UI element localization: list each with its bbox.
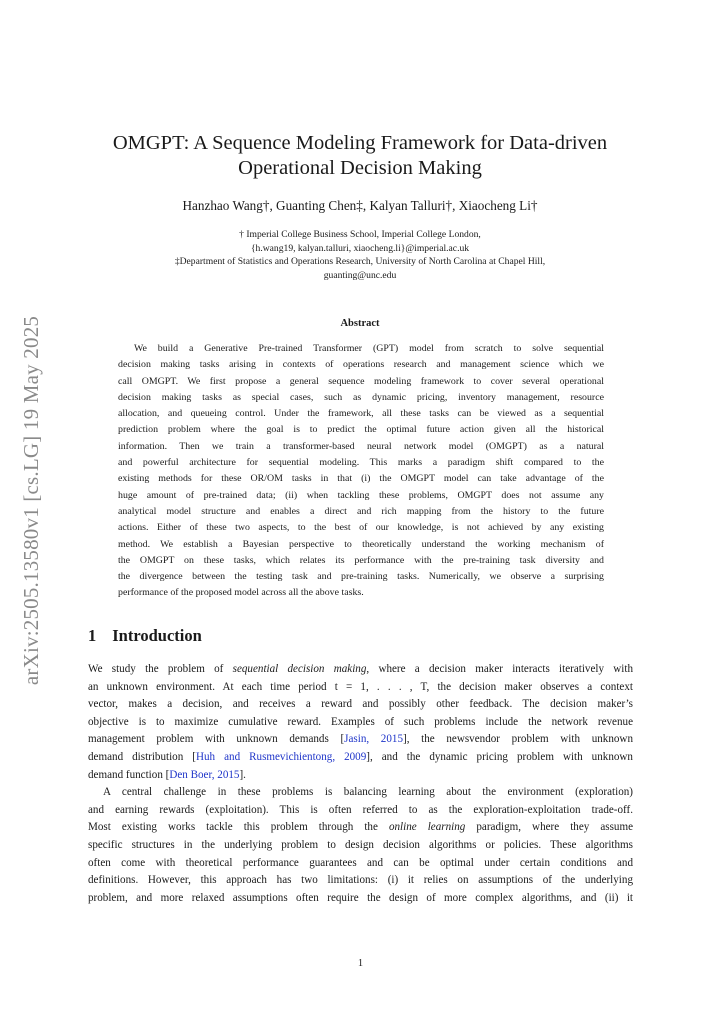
paragraph-line: often come with theoretical performance guarantees and can be optimal under certain conditions and [88, 856, 633, 869]
text-span: ], and the dynamic pricing problem with unknown [366, 750, 633, 763]
abstract-line: prediction problem where the goal is to predict the optimal future action given all the historical [118, 424, 604, 436]
paper-title-line-2: Operational Decision Making [238, 157, 482, 179]
abstract-line: actions. Either of these two aspects, to the best of our knowledge, is not achieved by any existing [118, 522, 604, 534]
paragraph-line [88, 661, 633, 679]
section-title: Introduction [112, 626, 202, 645]
text-span: ], the newsvendor problem with unknown [403, 733, 633, 746]
text-span: demand distribution [ [88, 750, 196, 763]
emphasis-text: online learning [388, 821, 466, 834]
affiliation-emails: {h.wang19, kalyan.talluri, xiaocheng.li}@imperial.ac.uk [250, 242, 470, 254]
abstract-heading: Abstract [340, 318, 380, 329]
arxiv-identifier-text: arXiv:2505.13580v1 [cs.LG] 19 May 2025 [19, 315, 44, 685]
text-span: Most existing works tackle this problem through the [88, 821, 389, 834]
paragraph-line [88, 819, 633, 837]
affiliations [90, 228, 630, 282]
abstract-line: the OMGPT on these tasks, which relates its performance with the pre-training task diversity and [118, 554, 604, 566]
arxiv-identifier-stamp [12, 300, 52, 700]
affiliation-line: † Imperial College Business School, Imperial College London, [239, 229, 481, 240]
paper-title [90, 131, 630, 181]
paper-title-line-1: OMGPT: A Sequence Modeling Framework for Data-driven [112, 132, 608, 154]
abstract-line: the divergence between the testing task and pre-training tasks. Numerically, we observe a surprising [118, 571, 604, 583]
abstract-line: We build a Generative Pre-trained Transformer (GPT) model from scratch to solve sequential [134, 343, 604, 354]
text-span: We study the problem of [88, 663, 233, 675]
abstract-line: analytical model structure and enables a direct and rich mapping from the history to the future [118, 505, 604, 517]
paragraph-line: A central challenge in these problems is balancing learning about the environment (exploration) [103, 786, 633, 799]
abstract-line: performance of the proposed model across all the above tasks. [118, 587, 364, 599]
introduction-body [88, 661, 633, 907]
abstract-line: method. We establish a Bayesian perspective to theoretically understand the working mechanism of [118, 538, 604, 550]
citation-link[interactable]: Huh and Rusmevichientong, 2009 [195, 750, 367, 763]
abstract-line: existing methods for these OR/OM tasks in that (i) the OMGPT model can take advantage of the [118, 473, 604, 485]
abstract-line: allocation, and queueing control. Under the framework, all these tasks can be viewed as a sequential [118, 408, 604, 420]
paragraph-line: and earning rewards (exploitation). This is often referred to as the exploration-exploitation trade-off. [88, 803, 633, 816]
text-span: demand function [ [88, 768, 170, 781]
paragraph-line [88, 749, 633, 767]
abstract-line: decision making tasks arising in contexts of operations research and management science which we [118, 359, 604, 371]
abstract-line: decision making tasks as special cases, such as dynamic pricing, inventory management, resource [118, 391, 604, 403]
page-number: 1 [357, 958, 364, 969]
abstract-line: and powerful architecture for sequential modeling. This marks a paradigm shift compared to the [118, 457, 604, 469]
abstract-body [118, 341, 604, 602]
paragraph-line: problem, and more relaxed assumptions often require the design of more complex algorithms, and (ii) it [88, 891, 633, 904]
citation-link[interactable]: Jasin, 2015 [344, 733, 403, 746]
text-span: paradigm, where they assume [465, 821, 633, 834]
affiliation-email: guanting@unc.edu [323, 269, 397, 281]
paragraph-line: objective is to maximize cumulative reward. Examples of such problems include the network revenue [88, 715, 633, 728]
author-list: Hanzhao Wang†, Guanting Chen‡, Kalyan Talluri†, Xiaocheng Li† [182, 198, 538, 213]
text-span: management problem with unknown demands [ [88, 733, 345, 746]
paragraph-line [88, 767, 633, 785]
abstract-line: information. Then we train a transformer-based neural network model (OMGPT) as a natural [118, 440, 604, 452]
paragraph-line: definitions. However, this approach has two limitations: (i) it relies on assumptions of the underlying [88, 874, 633, 887]
section-heading-introduction [88, 626, 202, 646]
paragraph-line: specific structures in the underlying problem to design decision algorithms or policies. These algorithms [88, 838, 633, 851]
paragraph-line: vector, makes a decision, and receives a reward and possibly other feedback. The decision maker’s [88, 698, 633, 711]
abstract-line: call OMGPT. We first propose a general sequence modeling framework to cover several operational [118, 375, 604, 387]
text-span: , where a decision maker interacts iteratively with [366, 663, 634, 675]
text-span: ]. [239, 768, 246, 781]
citation-link[interactable]: Den Boer, 2015 [169, 768, 240, 781]
paragraph-line: an unknown environment. At each time period t = 1, . . . , T, the decision maker observes a context [88, 680, 633, 693]
emphasis-text: sequential decision making [232, 663, 367, 675]
affiliation-line: ‡Department of Statistics and Operations Research, University of North Carolina at Chapel Hill, [174, 256, 546, 267]
paragraph-line [88, 731, 633, 749]
section-number: 1 [88, 626, 97, 645]
abstract-line: huge amount of pre-trained data; (ii) when tackling these problems, OMGPT does not assume any [118, 489, 604, 501]
